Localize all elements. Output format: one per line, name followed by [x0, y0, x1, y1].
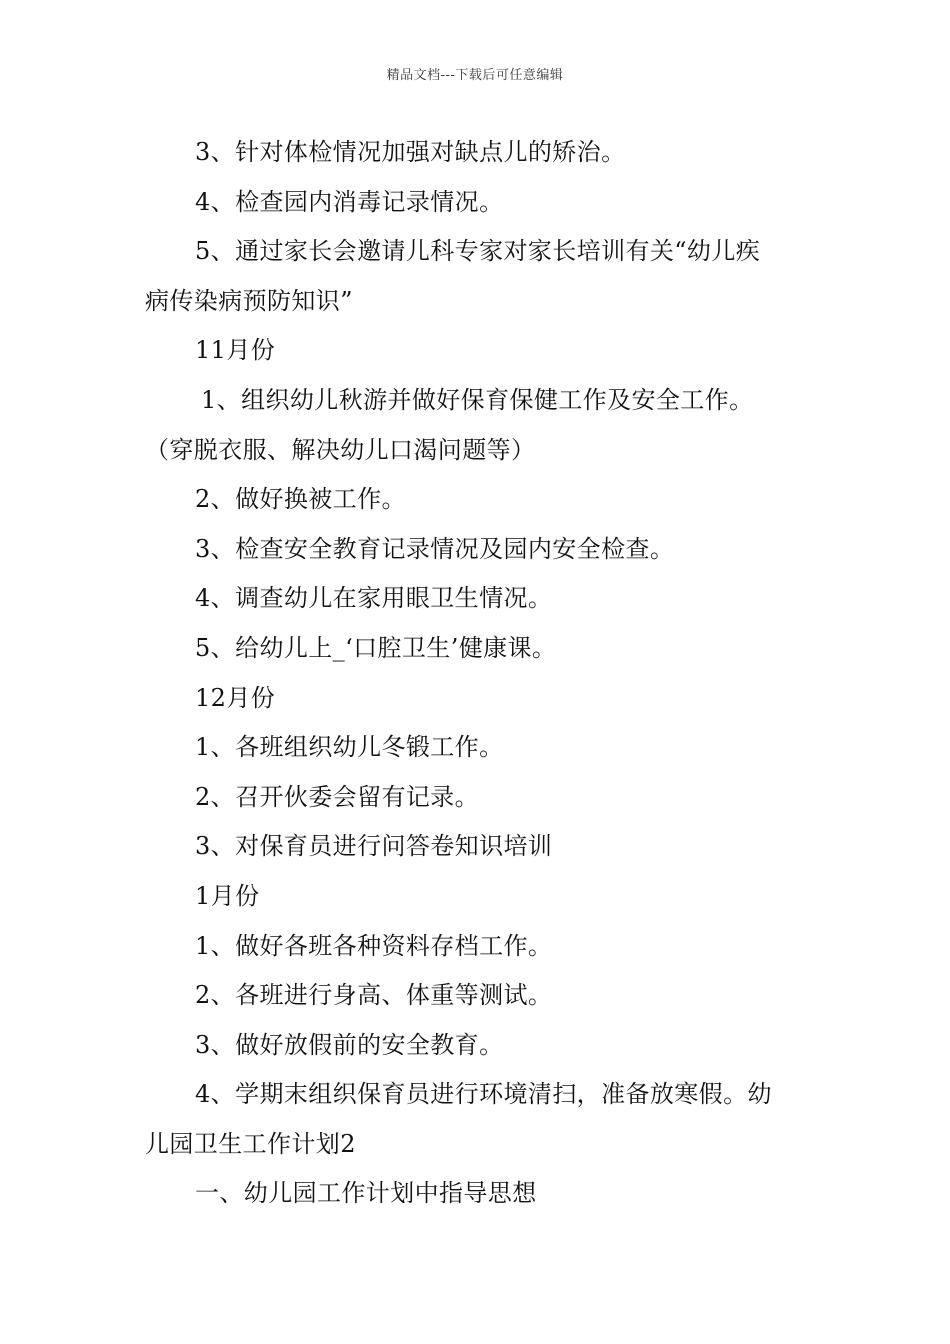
page-header: 精品文档---下载后可任意编辑	[386, 68, 564, 83]
text-line: 3、对保育员进行问答卷知识培训	[195, 832, 553, 861]
text-line: （穿脱衣服、解决幼儿口渴问题等）	[145, 435, 536, 464]
text-line: 1、做好各班各种资料存档工作。	[195, 931, 553, 960]
section-heading-guiding-ideology: 一、幼儿园工作计划中指导思想	[195, 1179, 537, 1208]
text-line: 2、召开伙委会留有记录。	[195, 782, 480, 811]
document-body	[145, 128, 813, 1219]
text-line: 2、做好换被工作。	[195, 485, 406, 514]
text-line: 5、给幼儿上_‘口腔卫生’健康课。	[195, 633, 557, 662]
text-line: 3、针对体检情况加强对缺点儿的矫治。	[195, 138, 626, 166]
section-heading-december: 12月份	[195, 683, 276, 712]
text-line: 4、学期末组织保育员进行环境清扫，准备放寒假。幼	[195, 1080, 772, 1109]
text-line: 2、各班进行身高、体重等测试。	[195, 981, 553, 1010]
text-line: 3、检查安全教育记录情况及园内安全检查。	[195, 534, 675, 563]
text-line: 儿园卫生工作计划2	[145, 1129, 356, 1158]
text-line: 1、组织幼儿秋游并做好保育保健工作及安全工作。	[201, 385, 754, 414]
section-heading-november: 11月份	[195, 336, 276, 365]
text-line: 4、检查园内消毒记录情况。	[195, 187, 504, 216]
text-line: 1、各班组织幼儿冬锻工作。	[195, 733, 504, 762]
text-line: 4、调查幼儿在家用眼卫生情况。	[195, 584, 553, 613]
text-line: 3、做好放假前的安全教育。	[195, 1030, 504, 1059]
section-heading-january: 1月份	[195, 881, 260, 910]
text-line: 5、通过家长会邀请儿科专家对家长培训有关“幼儿疾	[195, 237, 761, 266]
text-line: 病传染病预防知识”	[145, 286, 353, 315]
